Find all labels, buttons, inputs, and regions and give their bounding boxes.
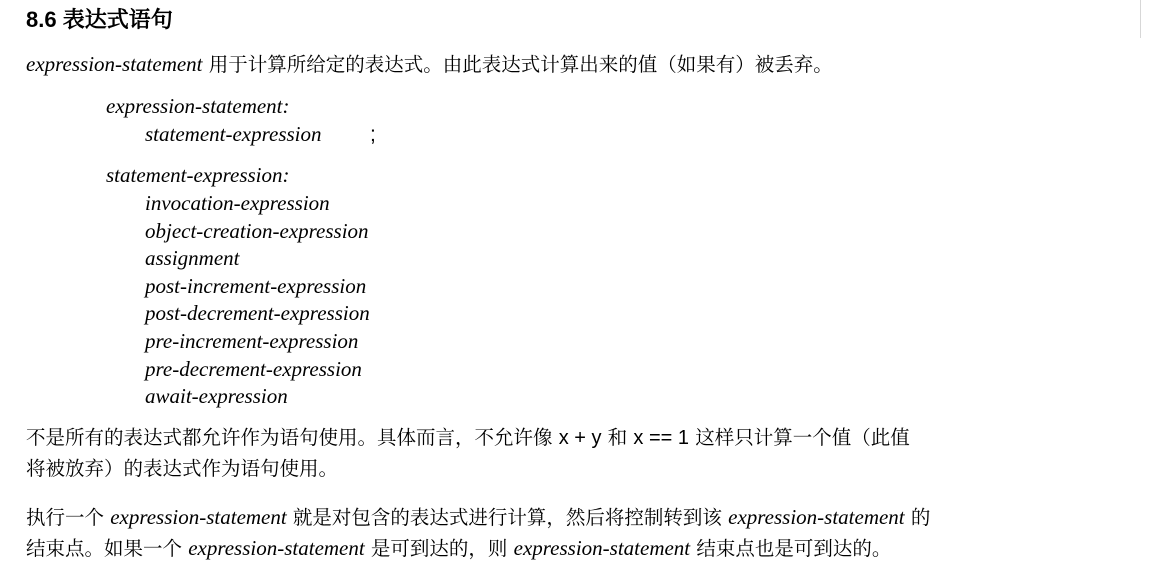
intro-text: 用于计算所给定的表达式。由此表达式计算出来的值（如果有）被丢弃。 [208,53,833,76]
grammar-alternative: post-increment-expression [145,273,367,298]
term-expression-statement: expression-statement [110,505,287,529]
grammar-alternative: invocation-expression [145,191,330,215]
text: 就是对包含的表达式进行计算，然后将控制转到该 [286,506,729,529]
text: 结束点也是可到达的。 [690,537,892,560]
text: 执行一个 [26,506,111,529]
grammar-terminator: ; [370,123,376,146]
grammar-rhs-statement-expression: statement-expression [145,122,322,146]
section-number: 8.6 [26,7,57,32]
grammar-alternative: pre-decrement-expression [145,356,362,381]
term-expression-statement: expression-statement [188,536,365,560]
execution-paragraph-line-2 [26,532,891,565]
restriction-paragraph-line-2: 将被放弃）的表达式作为语句使用。 [26,457,339,480]
grammar-lhs-statement-expression: statement-expression: [106,163,290,187]
grammar-alternative: pre-increment-expression [145,329,359,353]
restriction-paragraph-line-1 [26,422,910,454]
intro-paragraph [26,48,833,81]
page-edge-divider [1140,0,1141,38]
term-expression-statement: expression-statement [513,536,691,560]
text: 不是所有的表达式都允许作为语句使用。具体而言，不允许像 [26,426,559,449]
term-expression-statement: expression-statement [728,505,905,529]
text: 和 [601,426,634,449]
text: 的 [904,506,931,529]
text: 结束点。如果一个 [26,537,189,560]
grammar-alternative: object-creation-expression [145,218,369,243]
text: 这样只计算一个值（此值 [689,426,910,449]
grammar-lhs-expression-statement: expression-statement: [106,94,290,118]
grammar-alternative: await-expression [145,384,288,409]
text: 是可到达的，则 [364,537,514,560]
execution-paragraph-line-1 [26,501,930,534]
grammar-alternative: assignment [145,246,240,271]
term-expression-statement: expression-statement [26,52,203,76]
grammar-alternative: post-decrement-expression [145,301,370,326]
section-title: 表达式语句 [62,7,173,32]
code-example-sum: x + y [558,427,602,449]
code-example-compare: x == 1 [633,427,690,449]
section-heading [26,6,173,34]
